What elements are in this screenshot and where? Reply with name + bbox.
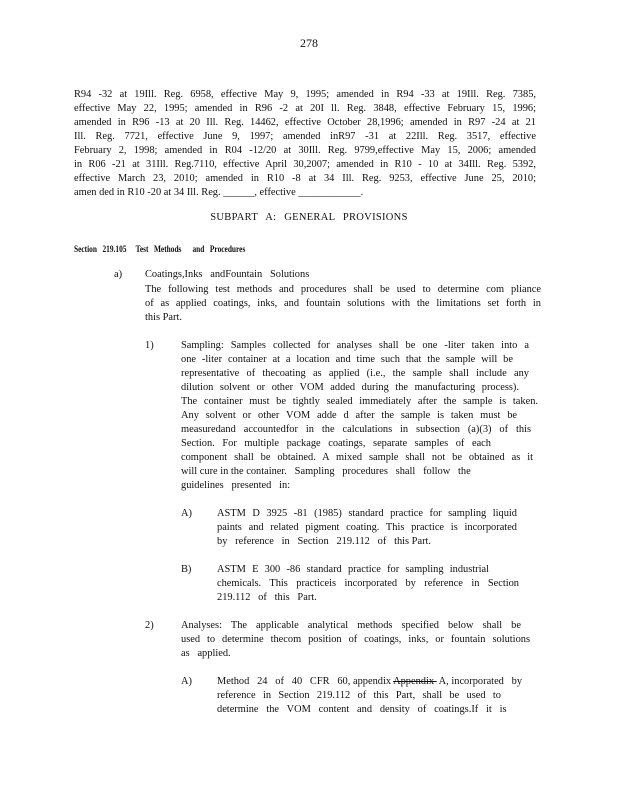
history-line: February 2, 1998; amended in R04 -12/20 at 30Ill. Reg. 9799,effective May 15, 2006; amended: [74, 145, 536, 156]
item-1a-line: ASTM D 3925 -81 (1985) standard practice for sampling liquid: [217, 508, 517, 519]
item-1-line: Section. For multiple package coatings, separate samples of each: [181, 438, 491, 449]
item-1-line: representative of thecoating as applied (i.e., the sample shall include any: [181, 368, 529, 379]
history-line: effective May 22, 1995; amended in R96 -2 at 20I ll. Reg. 3848, effective February 15, 1996;: [74, 103, 536, 114]
item-a-line: this Part.: [145, 312, 182, 323]
item-a-line: of as applied coatings, inks, and fountain solutions with the limitations set forth in: [145, 298, 541, 309]
page-number: 278: [300, 36, 318, 50]
item-1-line: component shall be obtained. A mixed sample shall not be obtained as it: [181, 452, 533, 463]
history-line: R94 -32 at 19Ill. Reg. 6958, effective May 9, 1995; amended in R94 -33 at 19Ill. Reg. 7385,: [74, 89, 536, 100]
item-1b-line: ASTM E 300 -86 standard practice for sampling industrial: [217, 564, 489, 575]
item-1-line: Any solvent or other VOM adde d after the sample is taken must be: [181, 410, 517, 421]
history-line: effective March 23, 2010; amended in R10 -8 at 34 Ill. Reg. 9253, effective June 25, 2010;: [74, 173, 536, 184]
item-2-line: as applied.: [181, 648, 231, 659]
item-1-line: guidelines presented in:: [181, 480, 291, 491]
struck-text: Appendix: [393, 676, 437, 687]
item-1-line: dilution solvent or other VOM added during the manufacturing process).: [181, 382, 519, 393]
item-1-line: one -liter container at a location and time such that the sample will be: [181, 354, 513, 365]
item-1b-label: B): [181, 564, 192, 575]
item-1-line: will cure in the container. Sampling procedures shall follow the: [181, 466, 471, 477]
item-1a-label: A): [181, 508, 192, 519]
item-1-line: Sampling: Samples collected for analyses shall be one -liter taken into a: [181, 340, 529, 351]
item-2a-suffix: A, incorporated by: [436, 676, 523, 687]
item-a-label: a): [114, 269, 123, 280]
item-2a-line: reference in Section 219.112 of this Part, shall be used to: [217, 690, 501, 701]
item-1-label: 1): [145, 340, 154, 351]
subpart-title: SUBPART A: GENERAL PROVISIONS: [210, 212, 408, 223]
item-2-line: Analyses: The applicable analytical methods specified below shall be: [181, 620, 521, 631]
item-2-label: 2): [145, 620, 154, 631]
section-heading: Section 219.105 Test Methods and Procedures: [74, 244, 246, 254]
history-line: amen ded in R10 -20 at 34 Ill. Reg. ______, effective ____________.: [74, 187, 364, 198]
item-2a-line: [217, 675, 522, 688]
item-a-line: The following test methods and procedures shall be used to determine com pliance: [145, 284, 541, 295]
history-line: Ill. Reg. 7721, effective June 9, 1997; amended inR97 -31 at 22Ill. Reg. 3517, effective: [74, 131, 536, 142]
item-2a-prefix: Method 24 of 40 CFR 60, appendix: [217, 676, 394, 687]
history-line: in R06 -21 at 31Ill. Reg.7110, effective April 30,2007; amended in R10 - 10 at 34Ill. Reg. 5392,: [74, 159, 536, 170]
item-2a-label: A): [181, 676, 192, 687]
item-1a-line: paints and related pigment coating. This practice is incorporated: [217, 522, 517, 533]
item-1-line: measuredand accountedfor in the calculations in subsection (a)(3) of this: [181, 424, 531, 435]
item-1-line: The container must be tightly sealed immediately after the sample is taken.: [181, 396, 538, 407]
item-1b-line: chemicals. This practiceis incorporated by reference in Section: [217, 578, 519, 589]
history-line: amended in R96 -13 at 20 Ill. Reg. 14462, effective October 28,1996; amended in R97 -24 at 21: [74, 117, 536, 128]
item-1a-line: by reference in Section 219.112 of this Part.: [217, 536, 432, 547]
item-2a-line: determine the VOM content and density of coatings.If it is: [217, 704, 507, 715]
item-2-line: used to determine thecom position of coatings, inks, or fountain solutions: [181, 634, 530, 645]
item-1b-line: 219.112 of this Part.: [217, 592, 317, 603]
item-a-line: Coatings,Inks andFountain Solutions: [145, 269, 310, 280]
